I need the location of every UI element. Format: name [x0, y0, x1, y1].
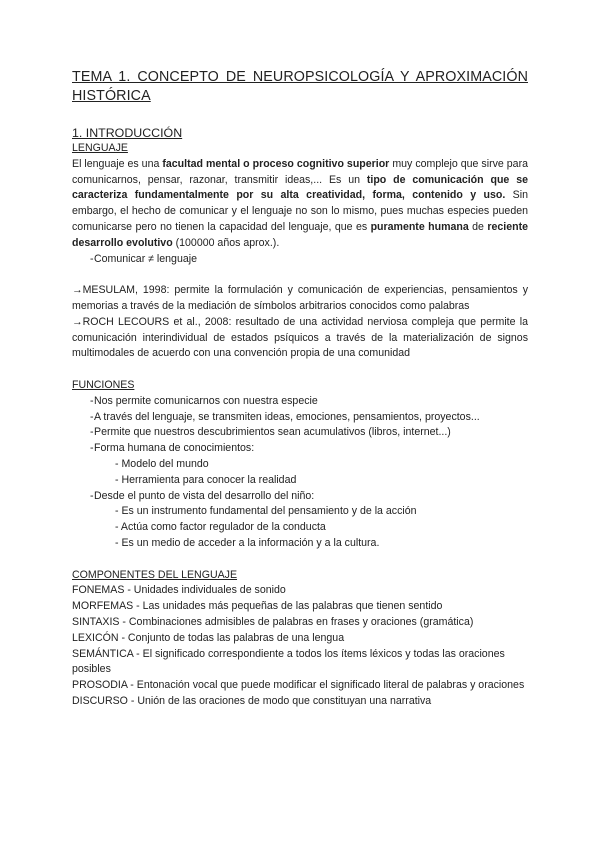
funciones-heading: FUNCIONES — [72, 378, 135, 391]
sub-list-item: - Herramienta para conocer la realidad — [115, 473, 297, 486]
title-line-2: HISTÓRICA — [72, 88, 151, 104]
list-item: - Permite que nuestros descubrimientos sean acumulativos (libros, internet...) — [72, 425, 528, 441]
reference-mesulam: →MESULAM, 1998: permite la formulación y comunicación de experiencias, pensamientos y memorias a través de la mediación de símbolos arbitrarios conocidos como palabras — [72, 284, 528, 312]
componente-row: SINTAXIS - Combinaciones admisibles de palabras en frases y oraciones (gramática) — [72, 615, 474, 628]
componente-row: LEXICÓN - Conjunto de todas las palabras de una lengua — [72, 631, 345, 644]
list-item: - Desde el punto de vista del desarrollo del niño: — [72, 489, 528, 505]
sub-list-item: - Es un instrumento fundamental del pensamiento y de la acción — [115, 505, 417, 518]
lenguaje-subheading: LENGUAJE — [72, 142, 128, 154]
list-item: - Comunicar ≠ lenguaje — [72, 252, 528, 268]
list-item: - Nos permite comunicarnos con nuestra especie — [72, 394, 528, 410]
componente-row: PROSODIA - Entonación vocal que puede modificar el significado literal de palabras y oraciones — [72, 679, 525, 692]
title-line-1: TEMA 1. CONCEPTO DE NEUROPSICOLOGÍA Y APROXIMACIÓN — [72, 69, 528, 85]
list-item: - A través del lenguaje, se transmiten ideas, emociones, pensamientos, proyectos... — [72, 410, 528, 426]
componente-row: MORFEMAS - Las unidades más pequeñas de las palabras que tienen sentido — [72, 600, 443, 613]
sub-list-item: - Es un medio de acceder a la información y a la cultura. — [115, 536, 380, 549]
intro-heading: 1. INTRODUCCIÓN — [72, 126, 183, 140]
componente-row: FONEMAS - Unidades individuales de sonido — [72, 584, 286, 597]
intro-paragraph: El lenguaje es una facultad mental o proceso cognitivo superior muy complejo que sirve para comunicarnos, pensar, razonar, transmitir ideas,... Es un tipo de comunicación que se caracteriza fundamentalmente por su alta creatividad, forma, contenido y uso. Sin embargo, el hecho de comunicar y el lenguaje no son lo mismo, pues muchas especies pueden comunicarse pero no tienen la capacidad del lenguaje, que es puramente humana de reciente desarrollo evolutivo (100000 años aprox.). — [72, 157, 528, 249]
sub-list-item: - Actúa como factor regulador de la conducta — [115, 521, 326, 534]
page-title — [72, 68, 528, 106]
list-item: - Forma humana de conocimientos: — [72, 441, 528, 457]
document-page — [72, 68, 528, 710]
sub-list-item: - Modelo del mundo — [115, 457, 209, 470]
componente-row: SEMÁNTICA - El significado correspondiente a todos los ítems léxicos y todas las oraciones posibles — [72, 647, 505, 676]
intro-bullets — [72, 252, 528, 268]
componente-row: DISCURSO - Unión de las oraciones de modo que constituyan una narrativa — [72, 694, 432, 707]
funciones-list — [72, 394, 528, 457]
componentes-heading: COMPONENTES DEL LENGUAJE — [72, 568, 238, 581]
funciones-list-2 — [72, 489, 528, 505]
reference-roch-lecours: →ROCH LECOURS et al., 2008: resultado de una actividad nerviosa compleja que permite la comunicación interindividual de estados psíquicos a través de la materialización de signos multimodales de acuerdo con una convención propia de una comunidad — [72, 315, 528, 360]
